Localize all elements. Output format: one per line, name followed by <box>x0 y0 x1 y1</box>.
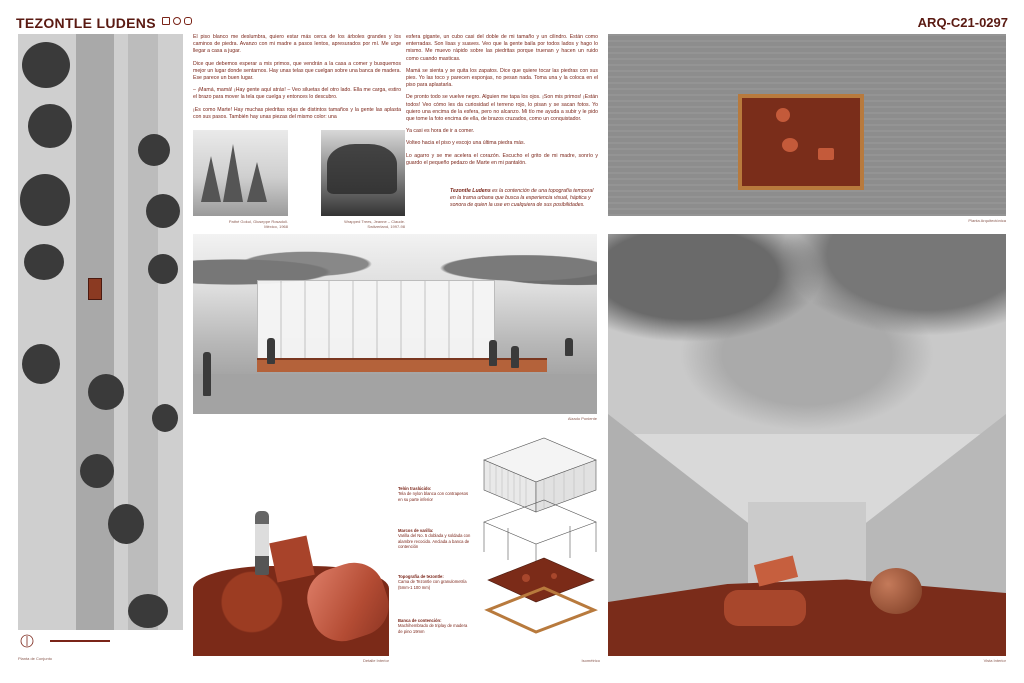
reference-photo-2 <box>321 130 405 216</box>
axo-label-frames: Marcos de varilla: Varilla del No. 5 doblada y soldada con alambre recocido. Anclada a banca de contención <box>398 528 471 550</box>
narrative-paragraph: Volteo hacia el piso y escojo una última piedra más. <box>406 140 526 147</box>
axo-label-bench: Banca de contención: Machihembrado de triplay de madera de pino 19mm <box>398 618 468 634</box>
header-icons <box>162 17 192 25</box>
narrative-paragraph: ¡Es como Marte! Hay muchas piedritas rojas de distintos tamaños y la gente las aplasta con sus pasos. También hay unas piezas del mismo color: una <box>193 106 401 120</box>
narrative-paragraph: esfera gigante, un cubo casi del doble de mi tamaño y un cilindro. Están como enterradas. Son lisas y suaves. Veo que la gente baila por todos lados y hago lo mismo. Me muevo rápido sobre las piedritas porque truenan y hacen un ruido como cuando masticas. <box>406 34 598 62</box>
interior-detail-image <box>193 505 389 656</box>
page-title: TEZONTLE LUDENS <box>16 15 156 31</box>
project-statement <box>450 188 598 210</box>
narrative-column-1 <box>193 34 401 126</box>
site-plan-caption: Planta de Conjunto <box>18 656 53 661</box>
elevation-caption: Alzado Poniente <box>567 416 597 421</box>
plan-caption: Planta Arquitectónica <box>968 218 1006 223</box>
curtain <box>257 280 495 362</box>
site-plan-image <box>18 34 183 630</box>
statement-title: Tezontle Ludens <box>450 188 491 194</box>
cube-icon <box>162 17 170 25</box>
detail-caption: Detalle Interior <box>362 658 389 663</box>
axo-caption: Isométrico <box>581 658 600 663</box>
sphere-icon <box>173 17 181 25</box>
axonometric-drawing <box>474 430 600 648</box>
pavilion-deck <box>738 94 864 190</box>
narrative-paragraph: Mamá se sienta y se quita los zapatos. Dice que quiere tocar las piedras con sus pies. Yo las toco y parecen esponjas, no pesan nada. Toma una y la coloca en el piso para aplastarla. <box>406 67 598 89</box>
project-code: ARQ-C21-0297 <box>917 15 1008 30</box>
narrative-paragraph: De pronto todo se vuelve negro. Alguien me tapa los ojos. ¡Son mis primos! ¡Están todos! Veo cómo les da curiosidad el terreno rojo, lo pisan y se sacan fotos. Yo quiero una encima de la esfera, pero no alcanzo. Mi tío me ayuda a subir y le pido que tome la foto encima de ella, de brazos cruzados, como un conquistador. <box>406 94 598 123</box>
narrative-column-2 <box>406 34 598 172</box>
interior-view-image <box>608 234 1006 656</box>
architectural-plan-image <box>608 34 1006 216</box>
reference-photo-1 <box>193 130 288 216</box>
bench <box>257 358 547 372</box>
cylinder-icon <box>184 17 192 25</box>
north-arrow-icon <box>20 634 34 648</box>
narrative-paragraph: Dice que debemos esperar a mis primos, que vendrán a la casa a comer y busquemos mejor un lugar donde sentarnos. Hay unas telas que cuelgan sobre una banca de madera. Ese parece un buen lugar. <box>193 60 401 82</box>
narrative-paragraph: Ya casi es hora de ir a comer. <box>406 128 475 135</box>
axo-label-topography: Topografía de tezontle: Cama de Tezontle con granulometría (5mm-1 100 mm) <box>398 574 467 590</box>
reference-photo-1-caption: Pathé Gokul, Giuseppe Rosadoli. México, 1968 <box>228 219 288 229</box>
reference-photo-2-caption: Wrapped Trees, Jeanne – Claude. Switzerland, 1997-98 <box>344 219 405 229</box>
view-caption: Vista Interior <box>983 658 1006 663</box>
statement-text: es la contención de una topografía temporal en la trama urbana que busca la experiencia visual, háptica y sonora de quien la use en cualquiera de sus posibilidades. <box>450 188 594 209</box>
pavilion-marker <box>88 278 102 300</box>
axo-label-curtain: Telón traslúcido: Tela de nylon blanca con contrapesos en su parte inferior <box>398 486 469 502</box>
scale-bar <box>50 640 110 642</box>
narrative-paragraph: Lo agarro y se me acelera el corazón. Escucho el grito de mi madre, sonrío y guardo el pequeño pedazo de Marte en mi pantalón. <box>406 152 598 166</box>
narrative-paragraph: El piso blanco me deslumbra, quiero estar más cerca de los árboles grandes y los caminos de piedra. Avanzo con mi madre a pasos lentos, apresurados por mí. Me urge llegar a casa a jugar. <box>193 34 401 55</box>
narrative-paragraph: – ¡Mamá, mamá! ¡Hay gente aquí atrás! – Veo siluetas del otro lado. Ella me carga, estiro el brazo para mover la tela que cuelga y entonces lo descubro. <box>193 87 401 101</box>
elevation-image <box>193 234 597 414</box>
